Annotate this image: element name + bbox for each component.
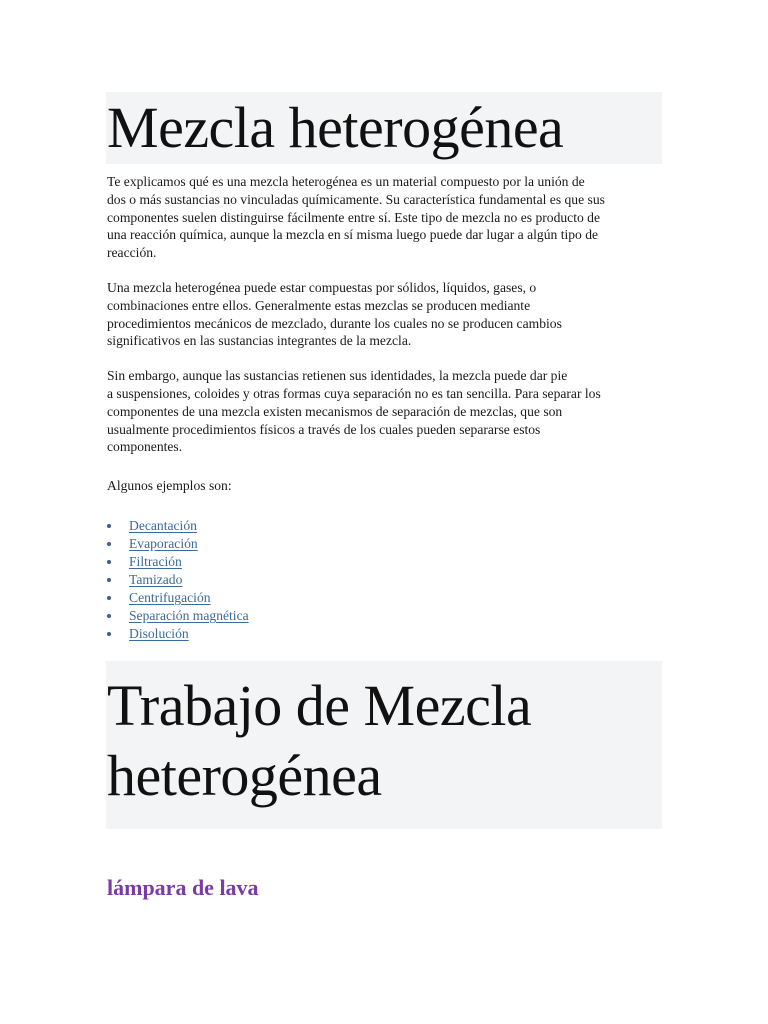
text-line: Sin embargo, aunque las sustancias retienen sus identidades, la mezcla puede dar pie bbox=[107, 368, 568, 384]
paragraph-separation bbox=[106, 367, 662, 456]
list-item bbox=[106, 517, 662, 535]
text-line: una reacción química, aunque la mezcla en sí misma luego puede dar lugar a algún tipo de bbox=[107, 227, 599, 243]
text-line: significativos en las sustancias integrantes de la mezcla. bbox=[107, 333, 412, 349]
paragraph-definition bbox=[106, 173, 662, 262]
section-title bbox=[106, 661, 662, 829]
example-link-centrifugacion[interactable]: Centrifugación bbox=[129, 589, 211, 605]
section-title-line: Trabajo de Mezcla bbox=[107, 672, 532, 738]
paragraph-composition bbox=[106, 279, 662, 350]
example-link-disolucion[interactable]: Disolución bbox=[129, 625, 189, 641]
list-item bbox=[106, 553, 662, 571]
subheading-lava-lamp: lámpara de lava bbox=[107, 874, 259, 900]
bullet-icon bbox=[107, 596, 111, 600]
example-link-filtracion[interactable]: Filtración bbox=[129, 553, 182, 569]
example-link-decantacion[interactable]: Decantación bbox=[129, 517, 197, 533]
example-link-tamizado[interactable]: Tamizado bbox=[129, 571, 183, 587]
list-item bbox=[106, 589, 662, 607]
text-line: Te explicamos qué es una mezcla heterogénea es un material compuesto por la unión de bbox=[107, 174, 585, 189]
text-line: componentes. bbox=[107, 439, 183, 455]
text-line: componentes suelen distinguirse fácilmente entre sí. Este tipo de mezcla no es producto de bbox=[107, 209, 600, 225]
text-line: a suspensiones, coloides y otras formas cuya separación no es tan sencilla. Para separar los bbox=[107, 385, 601, 401]
bullet-icon bbox=[107, 560, 111, 564]
list-item bbox=[106, 607, 662, 625]
list-item bbox=[106, 571, 662, 589]
page-title: Mezcla heterogénea bbox=[106, 92, 662, 164]
bullet-icon bbox=[107, 614, 111, 618]
text-line: usualmente procedimientos físicos a través de los cuales pueden separarse estos bbox=[107, 421, 541, 437]
text-line: reacción. bbox=[107, 245, 157, 261]
text-line: combinaciones entre ellos. Generalmente estas mezclas se producen mediante bbox=[107, 297, 531, 313]
bullet-icon bbox=[107, 542, 111, 546]
section-title-line: heterogénea bbox=[107, 742, 382, 808]
list-item bbox=[106, 625, 662, 643]
examples-intro: Algunos ejemplos son: bbox=[107, 478, 232, 494]
example-link-separacion-magnetica[interactable]: Separación magnética bbox=[129, 607, 249, 623]
text-line: procedimientos mecánicos de mezclado, durante los cuales no se producen cambios bbox=[107, 315, 562, 331]
text-line: Una mezcla heterogénea puede estar compuestas por sólidos, líquidos, gases, o bbox=[107, 279, 537, 295]
text-line: dos o más sustancias no vinculadas químicamente. Su característica fundamental es que sus bbox=[107, 191, 605, 207]
examples-list bbox=[106, 517, 662, 643]
bullet-icon bbox=[107, 632, 111, 636]
text-line: componentes de una mezcla existen mecanismos de separación de mezclas, que son bbox=[107, 403, 563, 419]
document-page bbox=[106, 92, 662, 919]
example-link-evaporacion[interactable]: Evaporación bbox=[129, 535, 198, 551]
list-item bbox=[106, 535, 662, 553]
bullet-icon bbox=[107, 578, 111, 582]
bullet-icon bbox=[107, 524, 111, 528]
